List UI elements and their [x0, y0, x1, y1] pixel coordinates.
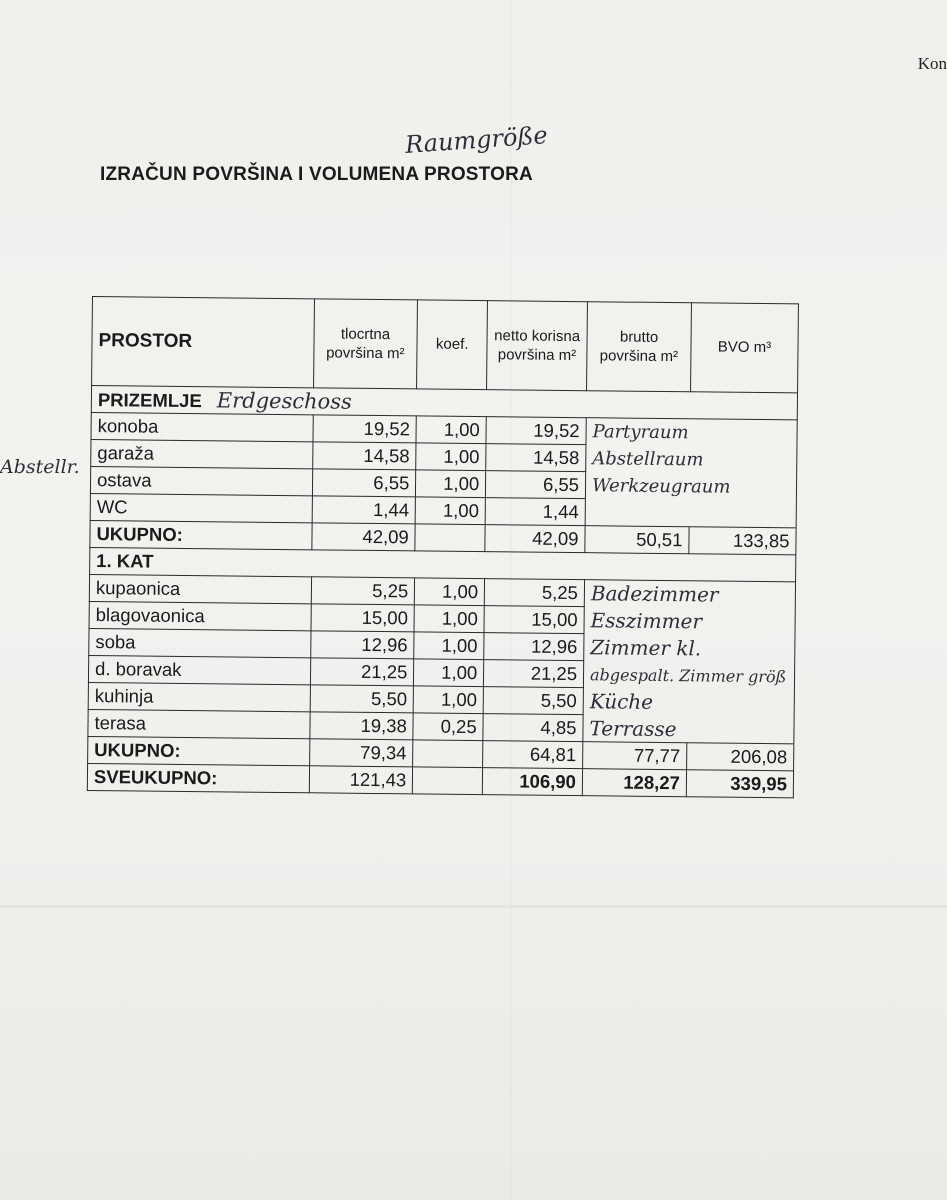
- netto-value: 5,50: [483, 687, 583, 715]
- netto-value: 15,00: [484, 606, 584, 634]
- grand-total-bvo: 339,95: [686, 770, 793, 798]
- paper-crease: [0, 905, 947, 908]
- total-tlocrtna: 42,09: [311, 523, 415, 551]
- koef-value: 1,00: [414, 632, 484, 660]
- handwritten-room-note: Partyraum: [592, 421, 689, 444]
- total-bvo: 133,85: [689, 527, 796, 555]
- handwritten-room-note: Esszimmer: [590, 608, 703, 634]
- grand-total-brutto: 128,27: [582, 769, 686, 797]
- tlocrtna-value: 6,55: [312, 469, 416, 497]
- total-netto: 64,81: [483, 741, 583, 769]
- room-name: kuhinja: [88, 682, 310, 711]
- netto-value: 19,52: [486, 417, 586, 445]
- section-handwritten-note: Erdgeschoss: [216, 388, 352, 414]
- room-name: blagovaonica: [89, 601, 311, 630]
- koef-value: 1,00: [414, 659, 484, 687]
- koef-value: 1,00: [416, 470, 486, 498]
- header-bvo: BVO m³: [690, 303, 798, 393]
- handwritten-room-note: Abstellraum: [592, 448, 704, 471]
- netto-value: 14,58: [486, 444, 586, 472]
- netto-value: 1,44: [485, 498, 585, 526]
- tlocrtna-value: 5,50: [310, 685, 414, 713]
- tlocrtna-value: 5,25: [311, 577, 415, 605]
- section-label: 1. KAT: [90, 547, 796, 581]
- header-koef: koef.: [417, 300, 488, 390]
- room-name: WC: [90, 493, 312, 522]
- area-volume-table: [87, 296, 799, 798]
- total-brutto: 77,77: [583, 742, 687, 770]
- netto-value: 4,85: [483, 714, 583, 742]
- handwritten-room-note: Zimmer kl.: [590, 635, 702, 661]
- koef-value: 1,00: [415, 497, 485, 525]
- grand-total-label: SVEUKUPNO:: [87, 763, 309, 792]
- koef-value: 0,25: [413, 713, 483, 741]
- room-name: garaža: [91, 439, 313, 468]
- total-label: UKUPNO:: [90, 520, 312, 549]
- total-brutto: 50,51: [585, 526, 689, 554]
- corner-text: Kon: [917, 54, 947, 73]
- handwritten-room-note: Badezimmer: [590, 581, 719, 607]
- room-name: terasa: [88, 709, 310, 738]
- netto-value: 5,25: [484, 579, 584, 607]
- koef-value: 1,00: [415, 578, 485, 606]
- koef-value: 1,00: [416, 416, 486, 444]
- tlocrtna-value: 15,00: [311, 604, 415, 632]
- room-name: ostava: [90, 466, 312, 495]
- tlocrtna-value: 19,52: [312, 415, 416, 443]
- netto-value: 6,55: [486, 471, 586, 499]
- total-label: UKUPNO:: [88, 736, 310, 765]
- tlocrtna-value: 12,96: [310, 631, 414, 659]
- room-name: soba: [89, 628, 311, 657]
- tlocrtna-value: 19,38: [309, 712, 413, 740]
- room-name: d. boravak: [88, 655, 310, 684]
- page-title: IZRAČUN POVRŠINA I VOLUMENA PROSTORA: [100, 164, 533, 185]
- margin-note: Abstellr.: [0, 456, 80, 478]
- tlocrtna-value: 1,44: [312, 496, 416, 524]
- handwritten-room-note: abgespalt. Zimmer größ: [589, 665, 787, 687]
- grand-total-tlocrtna: 121,43: [309, 766, 413, 794]
- netto-value: 12,96: [484, 633, 584, 661]
- netto-value: 21,25: [484, 660, 584, 688]
- header-brutto: brutto površina m²: [587, 302, 692, 392]
- tlocrtna-value: 14,58: [312, 442, 416, 470]
- header-prostor: PROSTOR: [92, 297, 314, 388]
- header-netto: netto korisna površina m²: [487, 301, 588, 391]
- header-row: [92, 297, 799, 393]
- header-tlocrtna: tlocrtna površina m²: [313, 299, 418, 389]
- handwritten-title-note: Raumgröße: [404, 121, 549, 159]
- room-name: konoba: [91, 412, 313, 441]
- koef-value: 1,00: [414, 605, 484, 633]
- koef-value: 1,00: [416, 443, 486, 471]
- total-tlocrtna: 79,34: [309, 739, 413, 767]
- tlocrtna-value: 21,25: [310, 658, 414, 686]
- handwritten-room-note: Küche: [589, 689, 654, 714]
- grand-total-netto: 106,90: [482, 768, 582, 796]
- koef-value: 1,00: [413, 686, 483, 714]
- total-netto: 42,09: [485, 525, 585, 553]
- total-bvo: 206,08: [687, 743, 794, 771]
- handwritten-room-note: Terrasse: [589, 715, 677, 741]
- room-name: kupaonica: [89, 574, 311, 603]
- handwritten-room-note: Werkzeugraum: [591, 475, 731, 498]
- section-label: PRIZEMLJE: [97, 389, 202, 412]
